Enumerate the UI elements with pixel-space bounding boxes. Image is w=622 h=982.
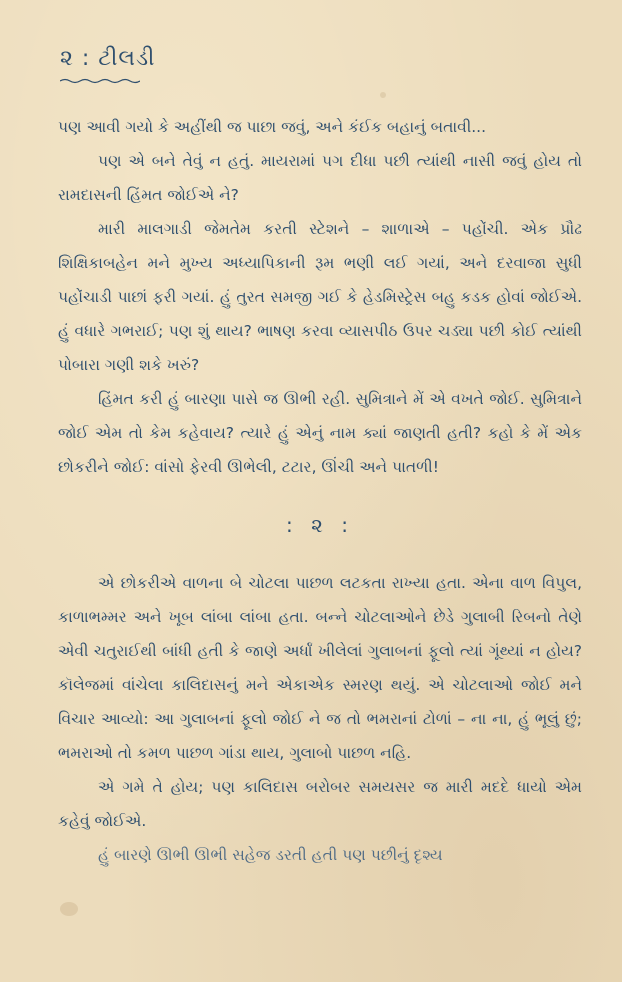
paragraph-7-partial: હું બારણે ઊભી ઊભી સહેજ ડરતી હતી પણ પછીનું દૃશ્ય [98,846,443,864]
header-wavy-rule [60,78,140,84]
chapter-header: ૨ : ટીલડી [60,46,156,71]
paragraph-1: પણ આવી ગયો કે અહીંથી જ પાછા જવું, અને કંઈક બહાનું બતાવી... [58,118,487,136]
section-mark: : ૨ : [286,513,354,537]
paragraph-4: હિંમત કરી હું બારણા પાસે જ ઊભી રહી. સુમિત્રાને મેં એ વખતે જોઈ. સુમિત્રાને જોઈ એમ તો કેમ કહેવાય? ત્યારે હું એનું નામ ક્યાં જાણતી હતી? કહો કે મેં એક છોકરીને જોઈ: વાંસો ફેરવી ઊભેલી, ટટાર, ઊંચી અને પાતળી! [58,390,582,476]
paragraph-6: એ ગમે તે હોય; પણ કાલિદાસ બરોબર સમયસર જ મારી મદદે ધાયો એમ કહેવું જોઈએ. [58,778,582,830]
paragraph-3: મારી માલગાડી જેમતેમ કરતી સ્ટેશને – શાળાએ – પહોંચી. એક પ્રૌઢ શિક્ષિકાબહેન મને મુખ્ય અધ્યાપિકાની રૂમ ભણી લઈ ગયાં, અને દરવાજા સુધી પહોંચાડી પાછાં ફરી ગયાં. હું તુરત સમજી ગઈ કે હેડમિસ્ટ્રેસ બહુ કડક હોવાં જોઈએ. હું વધારે ગભરાઈ; પણ શું થાય? ભાષણ કરવા વ્યાસપીઠ ઉપર ચડ્યા પછી કોઈ ત્યાંથી પોબારા ગણી શકે ખરું? [58,220,582,374]
paper-speck [380,92,386,98]
paragraph-2: પણ એ બને તેવું ન હતું. માયરામાં પગ દીધા પછી ત્યાંથી નાસી જવું હોય તો રામદાસની હિંમત જોઈએ ને? [58,152,582,204]
paragraph-5: એ છોકરીએ વાળના બે ચોટલા પાછળ લટકતા રાખ્યા હતા. એના વાળ વિપુલ, કાળાભમ્મર અને ખૂબ લાંબા લાંબા હતા. બન્ને ચોટલાઓને છેડે ગુલાબી રિબનો તેણે એવી ચતુરાઈથી બાંધી હતી કે જાણે અર્ધાં ખીલેલાં ગુલાબનાં ફૂલો ત્યાં ગૂંથ્યાં ન હોય? કૉલેજમાં વાંચેલા કાલિદાસનું મને એકાએક સ્મરણ થયું. એ ચોટલાઓ જોઈ મને વિચાર આવ્યો: આ ગુલાબનાં ફૂલો જોઈ ને જ તો ભમરાનાં ટોળાં – ના ના, હું ભૂલું છું; ભમરાઓ તો કમળ પાછળ ગાંડા થાય, ગુલાબો પાછળ નહિ. [58,574,582,762]
paper-stain [60,902,78,916]
